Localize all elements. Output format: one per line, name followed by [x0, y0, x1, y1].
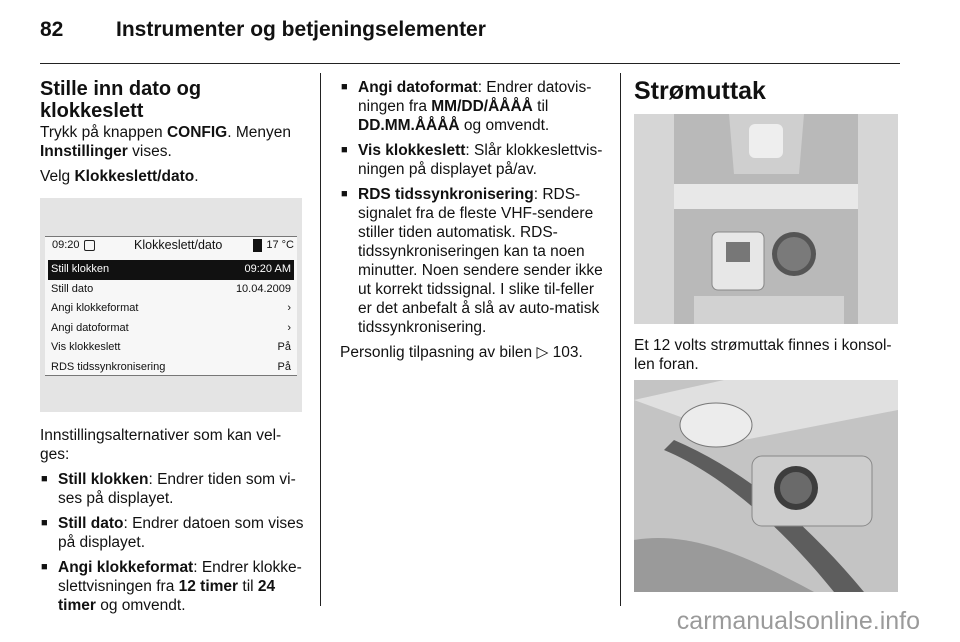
- watermark: carmanualsonline.info: [676, 607, 920, 635]
- cross-reference: Personlig tilpasning av bilen ▷ 103.: [340, 344, 583, 361]
- column-divider: [320, 73, 321, 606]
- page-reference-icon: ▷: [536, 344, 549, 361]
- socket-illustration: [634, 380, 898, 592]
- bullet-item: ■ Still klokken: Endrer tiden som vi-ses på displayet.: [40, 470, 308, 508]
- bullet-item: ■ Angi klokkeformat: Endrer klokke-slettvisningen fra 12 timer til 24 timer og omvendt.: [40, 558, 308, 615]
- display-menu: [48, 260, 294, 377]
- menu-row: Vis klokkeslett På: [51, 341, 291, 354]
- display-title: Klokkeslett/dato: [134, 237, 223, 252]
- section-heading: Strømuttak: [634, 77, 766, 105]
- options-intro: Innstillingsalternativer som kan vel-ges:: [40, 427, 282, 463]
- page-number: 82: [40, 18, 64, 41]
- section-heading: Stille inn dato og klokkeslett: [40, 78, 202, 122]
- page-header: [40, 18, 486, 42]
- menu-row: RDS tidssynkronisering På: [51, 360, 291, 373]
- menu-row: Angi datoformat ›: [51, 321, 291, 334]
- display-time: 09:20: [52, 238, 80, 251]
- column-middle: [340, 78, 606, 368]
- bullet-item: ■ Angi datoformat: Endrer datovis-ningen fra MM/DD/ÅÅÅÅ til DD.MM.ÅÅÅÅ og omvendt.: [340, 78, 606, 135]
- menu-row: Still dato 10.04.2009: [51, 282, 291, 295]
- chapter-title: Instrumenter og betjeningselementer: [116, 18, 486, 41]
- console-illustration: [634, 114, 898, 324]
- intro-paragraph: Trykk på knappen CONFIG. Menyen Innstillinger vises.: [40, 124, 291, 160]
- bullet-item: ■ Vis klokkeslett: Slår klokkeslettvis-ningen på displayet på/av.: [340, 141, 606, 179]
- socket-photo: [634, 380, 898, 592]
- socket-description: Et 12 volts strømuttak finnes i konsol-len foran.: [634, 337, 892, 373]
- select-paragraph: Velg Klokkeslett/dato.: [40, 168, 199, 185]
- thermometer-icon: [253, 239, 262, 252]
- display-temp: 17 °C: [266, 238, 294, 251]
- menu-row: Still klokken 09:20 AM: [48, 260, 294, 280]
- header-rule: [40, 63, 900, 64]
- bullet-item: ■ RDS tidssynkronisering: RDS-signalet fra de fleste VHF-sendere stiller tiden automatisk. RDS-tidssynkroniseringen kan ta noen minutter. Noen sendere sender ikke ut korrekt tidssignal. I slike til-feller er det anbefalt å slå av auto-matisk tidssynkronisering.: [340, 185, 606, 337]
- menu-row: Angi klokkeformat ›: [51, 302, 291, 315]
- bullet-item: ■ Still dato: Endrer datoen som vises på displayet.: [40, 514, 308, 552]
- clock-icon: [84, 240, 95, 251]
- console-photo: [634, 114, 898, 324]
- display-status-bar: [52, 236, 294, 254]
- display-screenshot: [40, 198, 302, 412]
- column-left: [40, 78, 308, 621]
- column-right: [634, 76, 904, 592]
- column-divider: [620, 73, 621, 606]
